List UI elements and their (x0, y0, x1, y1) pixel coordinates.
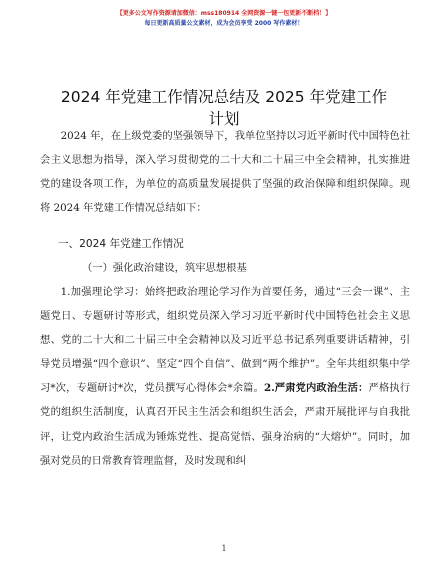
promo-line-2: 每日更新高质量公文素材，成为会员享受 2000 写作素材！ (144, 20, 304, 27)
promo-banner (0, 9, 448, 29)
section-heading-1: 一、2024 年党建工作情况 (58, 238, 184, 250)
body-text-part-1: 1.加强理论学习：始终把政治理论学习作为首要任务，通过“三会一课”、主题党日、专题研讨等形式，组织党员深入学习习近平新时代中国特色社会主义思想、党的二十大和二十届三中全会精神以及习近平总书记系列重要讲话精神，引导党员增强“四个意识”、坚定“四个自信”、做到“两个维护”。全年共组织集中学习*次，专题研讨*次，党员撰写心得体会*余篇。 (40, 286, 410, 395)
body-paragraph (40, 280, 410, 473)
title-line-1: 2024 年党建工作情况总结及 2025 年党建工作 (60, 88, 388, 106)
body-bold-heading: 2.严肃党内政治生活： (263, 382, 369, 395)
title-line-2: 计划 (208, 110, 240, 128)
subsection-heading-1: （一）强化政治建设，筑牢思想根基 (82, 262, 247, 274)
body-text-part-2: 严格执行党的组织生活制度，认真召开民主生活会和组织生活会，严肃开展批评与自我批评，让党内政治生活成为锤炼党性、提高觉悟、强身治病的“大熔炉”。同时，加强对党员的日常教育管理监督，及时发现和纠 (40, 382, 411, 467)
page-number: 1 (221, 544, 227, 553)
intro-paragraph: 2024 年，在上级党委的坚强领导下，我单位坚持以习近平新时代中国特色社会主义思想为指导，深入学习贯彻党的二十大和二十届三中全会精神，扎实推进党的建设各项工作，为单位的高质量发展提供了坚强的政治保障和组织保障。现将 2024 年党建工作情况总结如下： (40, 130, 410, 215)
promo-line-1: 【更多公文写作资源请加微信：mss180914 全网资源一键一包更新不断档！】 (116, 10, 332, 17)
